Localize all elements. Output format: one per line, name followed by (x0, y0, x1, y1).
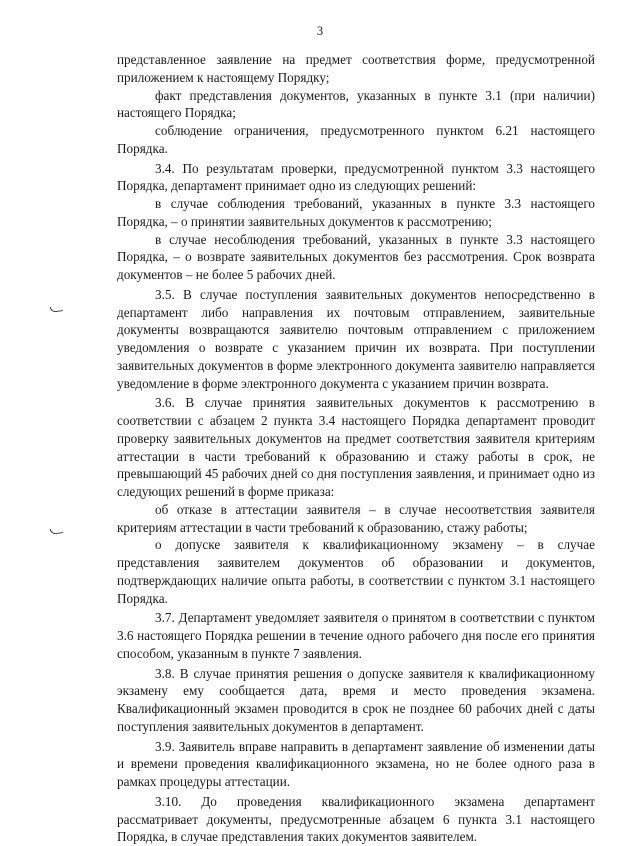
paragraph: 3.8. В случае принятия решения о допуске заявителя к квалификационному экзамену ему сообщается дата, время и место проведения экзамена. Квалификационный экзамен проводится в срок не позднее 60 рабочих дней с даты поступления заявительных документов в департамент. (117, 665, 595, 734)
paragraph: 3.7. Департамент уведомляет заявителя о принятом в соответствии с пунктом 3.6 настоящего Порядка решении в течение одного рабочего дня после его принятия способом, указанным в пункте 7 заявления. (117, 610, 595, 661)
document-body (117, 51, 595, 846)
paragraph: факт представления документов, указанных в пункте 3.1 (при наличии) настоящего Порядка; (117, 87, 595, 121)
paragraph: 3.4. По результатам проверки, предусмотренной пунктом 3.3 настоящего Порядка, департамент принимает одно из следующих решений: (117, 160, 595, 194)
paragraph: об отказе в аттестации заявителя – в случае несоответствия заявителя критериям аттестации в части требований к образованию, стажу работы; (117, 501, 595, 535)
paragraph: представленное заявление на предмет соответствия форме, предусмотренной приложением к настоящему Порядку; (117, 52, 595, 85)
paragraph: о допуске заявителя к квалификационному экзамену – в случае представления заявителем документов об образовании и документов, подтверждающих наличие опыта работы, в соответствии с пунктом 3.1 настоящего Порядка. (117, 537, 595, 606)
paragraph: 3.5. В случае поступления заявительных документов непосредственно в департамент либо направления их почтовым отправлением, заявительные документы возвращаются заявителю почтовым отправлением с приложением уведомления о возврате с указанием причин их возврата. При поступлении заявительных документов в форме электронного документа заявителю направляется уведомление в форме электронного документа с указанием причин возврата. (117, 286, 595, 391)
paragraph: 3.6. В случае принятия заявительных документов к рассмотрению в соответствии с абзацем 2 пункта 3.4 настоящего Порядка департамент проводит проверку заявительных документов на предмет соответствия заявителя критериям аттестации в части требований к образованию и стажу работы в срок, не превышающий 45 рабочих дней со дня поступления заявления, и принимает одно из следующих решений в форме приказа: (117, 395, 595, 499)
paragraph: в случае соблюдения требований, указанных в пункте 3.3 настоящего Порядка, – о принятии заявительных документов к рассмотрению; (117, 196, 595, 229)
paragraph: соблюдение ограничения, предусмотренного пунктом 6.21 настоящего Порядка. (117, 123, 595, 156)
margin-pen-mark (50, 305, 64, 313)
paragraph: 3.10. До проведения квалификационного экзамена департамент рассматривает документы, предусмотренные абзацем 6 пункта 3.1 настоящего Порядка, в случае представления таких документов заявителем. (117, 793, 595, 845)
paragraph: в случае несоблюдения требований, указанных в пункте 3.3 настоящего Порядка, – о возврате заявительных документов без рассмотрения. Срок возврата документов – не более 5 рабочих дней. (117, 231, 595, 282)
page-number: 3 (316, 24, 324, 38)
paragraph: 3.9. Заявитель вправе направить в департамент заявление об изменении даты и времени проведения квалификационного экзамена, но не более одного раза в рамках процедуры аттестации. (117, 738, 595, 789)
margin-pen-mark (50, 527, 64, 535)
